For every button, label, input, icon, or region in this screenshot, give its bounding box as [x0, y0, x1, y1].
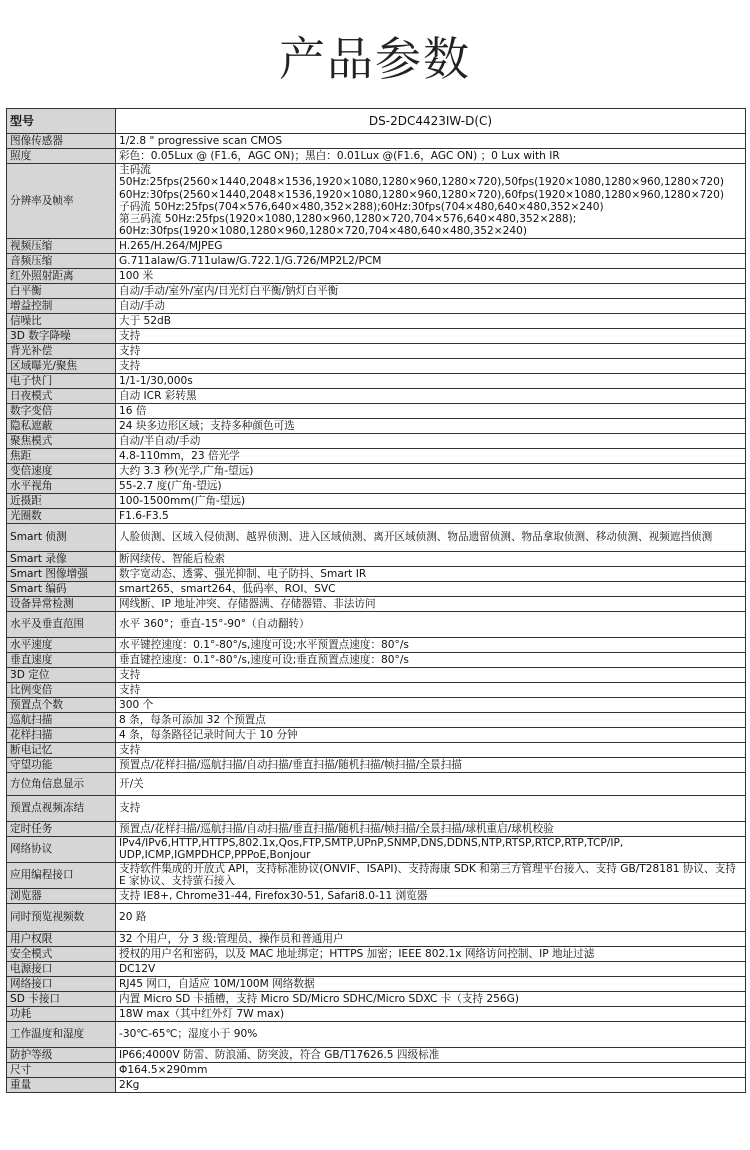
spec-value: 16 倍: [116, 403, 746, 418]
spec-label: 花样扫描: [7, 727, 116, 742]
table-row: [7, 637, 746, 652]
table-row: [7, 1021, 746, 1047]
table-row: [7, 508, 746, 523]
spec-value: 授权的用户名和密码，以及 MAC 地址绑定；HTTPS 加密；IEEE 802.1x 网络访问控制、IP 地址过滤: [116, 946, 746, 961]
spec-value: 8 条，每条可添加 32 个预置点: [116, 712, 746, 727]
spec-label: 焦距: [7, 448, 116, 463]
spec-value: 自动/手动: [116, 298, 746, 313]
spec-value: 300 个: [116, 697, 746, 712]
spec-value: 支持: [116, 742, 746, 757]
table-row: [7, 976, 746, 991]
spec-value: 支持: [116, 667, 746, 682]
spec-value: Φ164.5×290mm: [116, 1062, 746, 1077]
spec-value: 开/关: [116, 772, 746, 795]
table-row: [7, 581, 746, 596]
table-row: [7, 596, 746, 611]
table-row: [7, 463, 746, 478]
table-row: [7, 946, 746, 961]
spec-label: 水平速度: [7, 637, 116, 652]
spec-value: 支持: [116, 358, 746, 373]
table-row: [7, 903, 746, 931]
table-row: [7, 343, 746, 358]
spec-value: 水平键控速度：0.1°-80°/s,速度可设;水平预置点速度：80°/s: [116, 637, 746, 652]
spec-value: 数字宽动态、透雾、强光抑制、电子防抖、Smart IR: [116, 566, 746, 581]
spec-value: 水平 360°；垂直-15°-90°（自动翻转）: [116, 611, 746, 637]
spec-table-body: [7, 109, 746, 1093]
spec-label: 分辨率及帧率: [7, 164, 116, 239]
spec-value: 主码流 50Hz:25fps(2560×1440,2048×1536,1920×1080,1280×960,1280×720),50fps(1920×1080,1280×960,1280×720) 60Hz:30fps(2560×1440,2048×1536,1920×1080,1280×960,1280×720),60fps(1920×1080,1280×960,1280×720) 子码流 50Hz:25fps(704×576,640×480,352×288);60Hz:30fps(704×480,640×480,352×240) 第三码流 50Hz:25fps(1920×1080,1280×960,1280×720,704×576,640×480,352×288); 60Hz:30fps(1920×1080,1280×960,1280×720,704×480,640×480,352×240): [116, 164, 746, 239]
table-header-row: [7, 109, 746, 134]
spec-value: RJ45 网口，自适应 10M/100M 网络数据: [116, 976, 746, 991]
table-row: [7, 697, 746, 712]
spec-label: 安全模式: [7, 946, 116, 961]
spec-label: 方位角信息显示: [7, 772, 116, 795]
spec-label: 垂直速度: [7, 652, 116, 667]
spec-value: 支持: [116, 682, 746, 697]
spec-value: 4.8-110mm，23 倍光学: [116, 448, 746, 463]
spec-label: 增益控制: [7, 298, 116, 313]
spec-label: 电源接口: [7, 961, 116, 976]
table-row: [7, 931, 746, 946]
spec-value: 内置 Micro SD 卡插槽，支持 Micro SD/Micro SDHC/Micro SDXC 卡（支持 256G): [116, 991, 746, 1006]
spec-label: 比例变倍: [7, 682, 116, 697]
spec-label: 水平及垂直范围: [7, 611, 116, 637]
spec-value: F1.6-F3.5: [116, 508, 746, 523]
spec-label: 设备异常检测: [7, 596, 116, 611]
spec-value: 断网续传、智能后检索: [116, 551, 746, 566]
spec-label: 浏览器: [7, 888, 116, 903]
spec-value: 2Kg: [116, 1077, 746, 1092]
table-row: [7, 238, 746, 253]
spec-label: 防护等级: [7, 1047, 116, 1062]
spec-label: 信噪比: [7, 313, 116, 328]
spec-label: 图像传感器: [7, 134, 116, 149]
table-row: [7, 1047, 746, 1062]
table-row: [7, 862, 746, 888]
spec-value: 大于 52dB: [116, 313, 746, 328]
table-row: [7, 757, 746, 772]
table-row: [7, 328, 746, 343]
spec-label: 用户权限: [7, 931, 116, 946]
spec-label: 重量: [7, 1077, 116, 1092]
spec-value: IPv4/IPv6,HTTP,HTTPS,802.1x,Qos,FTP,SMTP,UPnP,SNMP,DNS,DDNS,NTP,RTSP,RTCP,RTP,TCP/IP, UDP,ICMP,IGMPDHCP,PPPoE,Bonjour: [116, 836, 746, 862]
table-row: [7, 652, 746, 667]
model-label: 型号: [7, 109, 116, 134]
table-row: [7, 1077, 746, 1092]
spec-value: DC12V: [116, 961, 746, 976]
table-row: [7, 1006, 746, 1021]
spec-value: 100 米: [116, 268, 746, 283]
spec-label: 近摄距: [7, 493, 116, 508]
table-row: [7, 418, 746, 433]
spec-value: 自动/手动/室外/室内/日光灯白平衡/钠灯白平衡: [116, 283, 746, 298]
table-row: [7, 1062, 746, 1077]
spec-value: 支持: [116, 343, 746, 358]
table-row: [7, 268, 746, 283]
spec-value: G.711alaw/G.711ulaw/G.722.1/G.726/MP2L2/PCM: [116, 253, 746, 268]
spec-value: 预置点/花样扫描/巡航扫描/自动扫描/垂直扫描/随机扫描/帧扫描/全景扫描/球机重启/球机校验: [116, 821, 746, 836]
table-row: [7, 149, 746, 164]
table-row: [7, 164, 746, 239]
table-row: [7, 283, 746, 298]
spec-value: 4 条，每条路径记录时间大于 10 分钟: [116, 727, 746, 742]
spec-label: 断电记忆: [7, 742, 116, 757]
table-row: [7, 134, 746, 149]
spec-label: 光圈数: [7, 508, 116, 523]
spec-label: 数字变倍: [7, 403, 116, 418]
spec-value: 垂直键控速度：0.1°-80°/s,速度可设;垂直预置点速度：80°/s: [116, 652, 746, 667]
spec-value: 支持: [116, 795, 746, 821]
spec-label: 同时预览视频数: [7, 903, 116, 931]
spec-value: 24 块多边形区域；支持多种颜色可选: [116, 418, 746, 433]
table-row: [7, 358, 746, 373]
spec-label: SD 卡接口: [7, 991, 116, 1006]
table-row: [7, 493, 746, 508]
spec-value: -30℃-65℃；湿度小于 90%: [116, 1021, 746, 1047]
spec-label: Smart 编码: [7, 581, 116, 596]
table-row: [7, 682, 746, 697]
spec-value: 支持 IE8+, Chrome31-44, Firefox30-51, Safari8.0-11 浏览器: [116, 888, 746, 903]
spec-label: 白平衡: [7, 283, 116, 298]
table-row: [7, 388, 746, 403]
spec-label: 音频压缩: [7, 253, 116, 268]
spec-label: 功耗: [7, 1006, 116, 1021]
table-row: [7, 403, 746, 418]
page-title: 产品参数: [279, 32, 471, 86]
spec-label: 网络协议: [7, 836, 116, 862]
spec-label: 日夜模式: [7, 388, 116, 403]
spec-label: Smart 侦测: [7, 523, 116, 551]
spec-label: 3D 数字降噪: [7, 328, 116, 343]
spec-value: 彩色：0.05Lux @ (F1.6，AGC ON)；黑白：0.01Lux @(F1.6，AGC ON) ；0 Lux with IR: [116, 149, 746, 164]
table-row: [7, 772, 746, 795]
spec-value: smart265、smart264、低码率、ROI、SVC: [116, 581, 746, 596]
spec-value: 自动 ICR 彩转黑: [116, 388, 746, 403]
table-row: [7, 253, 746, 268]
spec-label: 尺寸: [7, 1062, 116, 1077]
spec-value: 32 个用户，分 3 级:管理员、操作员和普通用户: [116, 931, 746, 946]
spec-label: Smart 图像增强: [7, 566, 116, 581]
spec-label: 守望功能: [7, 757, 116, 772]
spec-label: 照度: [7, 149, 116, 164]
table-row: [7, 448, 746, 463]
spec-value: 预置点/花样扫描/巡航扫描/自动扫描/垂直扫描/随机扫描/帧扫描/全景扫描: [116, 757, 746, 772]
spec-value: 55-2.7 度(广角-望远): [116, 478, 746, 493]
spec-label: 聚焦模式: [7, 433, 116, 448]
table-row: [7, 667, 746, 682]
spec-value: IP66;4000V 防雷、防浪涌、防突波，符合 GB/T17626.5 四级标准: [116, 1047, 746, 1062]
table-row: [7, 961, 746, 976]
model-value: DS-2DC4423IW-D(C): [116, 109, 746, 134]
spec-label: 应用编程接口: [7, 862, 116, 888]
spec-label: 网络接口: [7, 976, 116, 991]
spec-label: 工作温度和湿度: [7, 1021, 116, 1047]
spec-value: 100-1500mm(广角-望远): [116, 493, 746, 508]
table-row: [7, 991, 746, 1006]
table-row: [7, 821, 746, 836]
table-row: [7, 712, 746, 727]
spec-value: 人脸侦测、区域入侵侦测、越界侦测、进入区域侦测、离开区域侦测、物品遗留侦测、物品拿取侦测、移动侦测、视频遮挡侦测: [116, 523, 746, 551]
table-row: [7, 373, 746, 388]
spec-label: 预置点个数: [7, 697, 116, 712]
spec-label: 定时任务: [7, 821, 116, 836]
table-row: [7, 433, 746, 448]
spec-value: 1/2.8 " progressive scan CMOS: [116, 134, 746, 149]
spec-label: 视频压缩: [7, 238, 116, 253]
spec-value: 1/1-1/30,000s: [116, 373, 746, 388]
spec-label: 背光补偿: [7, 343, 116, 358]
spec-label: 变倍速度: [7, 463, 116, 478]
spec-label: 预置点视频冻结: [7, 795, 116, 821]
spec-value: 18W max（其中红外灯 7W max): [116, 1006, 746, 1021]
table-row: [7, 727, 746, 742]
spec-label: 隐私遮蔽: [7, 418, 116, 433]
table-row: [7, 795, 746, 821]
table-row: [7, 888, 746, 903]
spec-label: 3D 定位: [7, 667, 116, 682]
spec-label: 电子快门: [7, 373, 116, 388]
spec-value: 20 路: [116, 903, 746, 931]
table-row: [7, 742, 746, 757]
spec-label: 水平视角: [7, 478, 116, 493]
spec-value: 支持: [116, 328, 746, 343]
table-row: [7, 478, 746, 493]
spec-table: [6, 108, 746, 1093]
spec-label: Smart 录像: [7, 551, 116, 566]
table-row: [7, 611, 746, 637]
spec-value: 支持软件集成的开放式 API，支持标准协议(ONVIF、ISAPI)、支持海康 SDK 和第三方管理平台接入、支持 GB/T28181 协议、支持 E 家协议、支持萤石接入: [116, 862, 746, 888]
spec-value: 大约 3.3 秒(光学,广角-望远): [116, 463, 746, 478]
spec-label: 巡航扫描: [7, 712, 116, 727]
table-row: [7, 551, 746, 566]
table-row: [7, 566, 746, 581]
spec-value: H.265/H.264/MJPEG: [116, 238, 746, 253]
spec-value: 自动/半自动/手动: [116, 433, 746, 448]
spec-label: 区域曝光/聚焦: [7, 358, 116, 373]
spec-label: 红外照射距离: [7, 268, 116, 283]
table-row: [7, 523, 746, 551]
table-row: [7, 313, 746, 328]
table-row: [7, 298, 746, 313]
spec-value: 网线断、IP 地址冲突、存储器满、存储器错、非法访问: [116, 596, 746, 611]
table-row: [7, 836, 746, 862]
